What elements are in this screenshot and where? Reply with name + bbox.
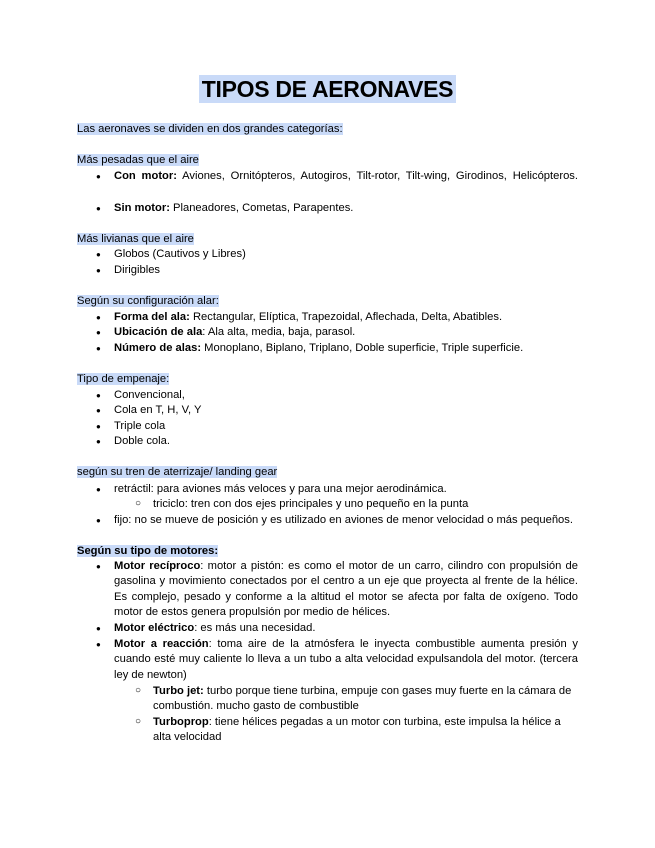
heading-pesadas: Más pesadas que el aire (77, 154, 199, 166)
list-item: ● Motor a reacción: toma aire de la atmósfera le inyecta combustible aumenta presión y cuando esté muy caliente lo lleva a un tubo a alta velocidad expulsandola del motor. (tercera ley de newton) (96, 637, 578, 683)
sub-list-item: ○ Turbo jet: turbo porque tiene turbina, empuje con gases muy fuerte en la cámara de combustión. mucho gasto de combustible (135, 684, 578, 715)
list-item: ● Triple cola (96, 419, 578, 434)
sub-list-item: ○ triciclo: tren con dos ejes principales y uno pequeño en la punta (135, 497, 578, 512)
list-item: ● Globos (Cautivos y Libres) (96, 247, 578, 262)
list-item: ● Ubicación de ala: Ala alta, media, baja, parasol. (96, 325, 578, 340)
sub-list-item: ○ Turboprop: tiene hélices pegadas a un motor con turbina, este impulsa la hélice a alta velocidad (135, 715, 578, 746)
intro-text: Las aeronaves se dividen en dos grandes categorías: (77, 123, 343, 135)
list-item: ● Doble cola. (96, 434, 578, 449)
list-item: ● fijo: no se mueve de posición y es utilizado en aviones de menor velocidad o más pequeños. (96, 513, 578, 528)
list-item: ● Con motor: Aviones, Ornitópteros, Autogiros, Tilt-rotor, Tilt-wing, Girodinos, Helicópteros. (96, 169, 578, 184)
title-text: TIPOS DE AERONAVES (199, 75, 456, 103)
page-title (0, 76, 655, 103)
list-item: ● Dirigibles (96, 263, 578, 278)
list-item: ● Número de alas: Monoplano, Biplano, Triplano, Doble superficie, Triple superficie. (96, 341, 578, 356)
list-item: ● Motor eléctrico: es más una necesidad. (96, 621, 578, 636)
heading-motores: Según su tipo de motores: (77, 545, 219, 557)
list-item: ● retráctil: para aviones más veloces y para una mejor aerodinámica. (96, 482, 578, 497)
list-item: ● Convencional, (96, 388, 578, 403)
list-item: ● Cola en T, H, V, Y (96, 403, 578, 418)
list-item: ● Sin motor: Planeadores, Cometas, Parapentes. (96, 201, 578, 216)
heading-empenaje: Tipo de empenaje: (77, 373, 170, 385)
list-item: ● Motor recíproco: motor a pistón: es como el motor de un carro, cilindro con propulsión de gasolina y movimiento conectados por el centro a un eje que proyecta al frente de la hélice. Es complejo, pesado y conforme a la altitud el motor se afecta por falta de oxígeno. Todo motor de estos genera propulsión por medio de hélices. (96, 559, 578, 621)
heading-tren: según su tren de aterrizaje/ landing gear (77, 466, 278, 478)
heading-livianas: Más livianas que el aire (77, 233, 194, 245)
heading-alar: Según su configuración alar: (77, 295, 219, 307)
list-item: ● Forma del ala: Rectangular, Elíptica, Trapezoidal, Aflechada, Delta, Abatibles. (96, 310, 578, 325)
